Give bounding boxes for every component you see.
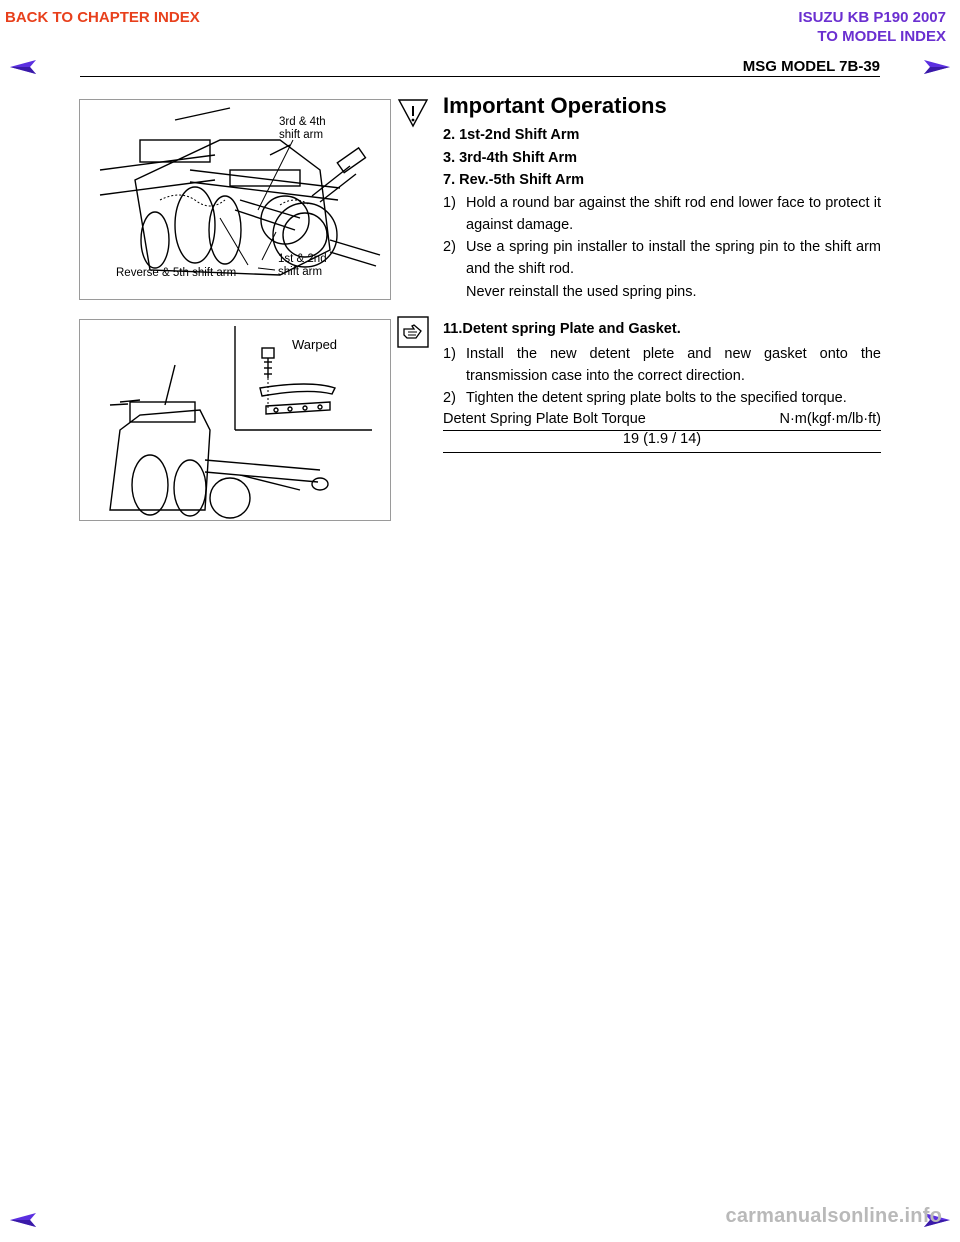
step-tighten-plate-bolts: 2) Tighten the detent spring plate bolts to the specified torque. — [443, 390, 847, 406]
back-to-chapter-index-link[interactable]: BACK TO CHAPTER INDEX — [5, 9, 200, 26]
to-model-index-link[interactable]: TO MODEL INDEX — [817, 28, 946, 45]
torque-label: Detent Spring Plate Bolt Torque — [443, 411, 646, 427]
label-3rd-4th-shift-arm: 3rd & 4th shift arm — [279, 116, 326, 141]
label-warped: Warped — [292, 337, 338, 352]
caution-triangle-icon — [396, 95, 430, 129]
item-3rd-4th-shift-arm: 3. 3rd-4th Shift Arm — [443, 150, 578, 166]
step-hold-round-bar: 1) Hold a round bar against the shift rod end lower face to protect it against damage. — [443, 195, 881, 233]
torque-spec-header — [443, 411, 881, 431]
step-use-spring-pin-installer: 2) Use a spring pin installer to install the spring pin to the shift arm and the shift rod. — [443, 239, 881, 277]
note-never-reinstall-pins: Never reinstall the used spring pins. — [466, 284, 697, 300]
previous-page-arrow-icon[interactable] — [8, 59, 38, 75]
torque-unit: N·m(kgf·m/lb·ft) — [779, 411, 881, 427]
item-rev-5th-shift-arm: 7. Rev.-5th Shift Arm — [443, 172, 584, 188]
detent-spring-plate-illustration — [79, 319, 391, 521]
page-header-title: MSG MODEL 7B-39 — [742, 58, 880, 75]
torque-table-bottom-rule — [443, 452, 881, 453]
header-divider — [80, 76, 880, 77]
model-title-link[interactable]: ISUZU KB P190 2007 — [798, 9, 946, 26]
section-title-detent-spring-plate: 11.Detent spring Plate and Gasket. — [443, 321, 681, 337]
label-1st-2nd-shift-arm: 1st & 2nd shift arm — [278, 253, 327, 278]
next-page-arrow-icon[interactable] — [922, 59, 952, 75]
torque-value: 19 (1.9 / 14) — [622, 431, 702, 447]
pointing-hand-icon — [396, 315, 430, 349]
previous-page-arrow-bottom-icon[interactable] — [8, 1212, 38, 1228]
watermark: carmanualsonline.info — [725, 1205, 942, 1227]
label-reverse-5th-shift-arm: Reverse & 5th shift arm — [116, 267, 237, 279]
section-title-important-operations: Important Operations — [443, 93, 667, 118]
step-install-detent-plate: 1) Install the new detent plete and new gasket onto the transmission case into the correct direction. — [443, 346, 881, 384]
item-1st-2nd-shift-arm: 2. 1st-2nd Shift Arm — [443, 127, 580, 143]
shift-arms-illustration — [79, 99, 391, 300]
